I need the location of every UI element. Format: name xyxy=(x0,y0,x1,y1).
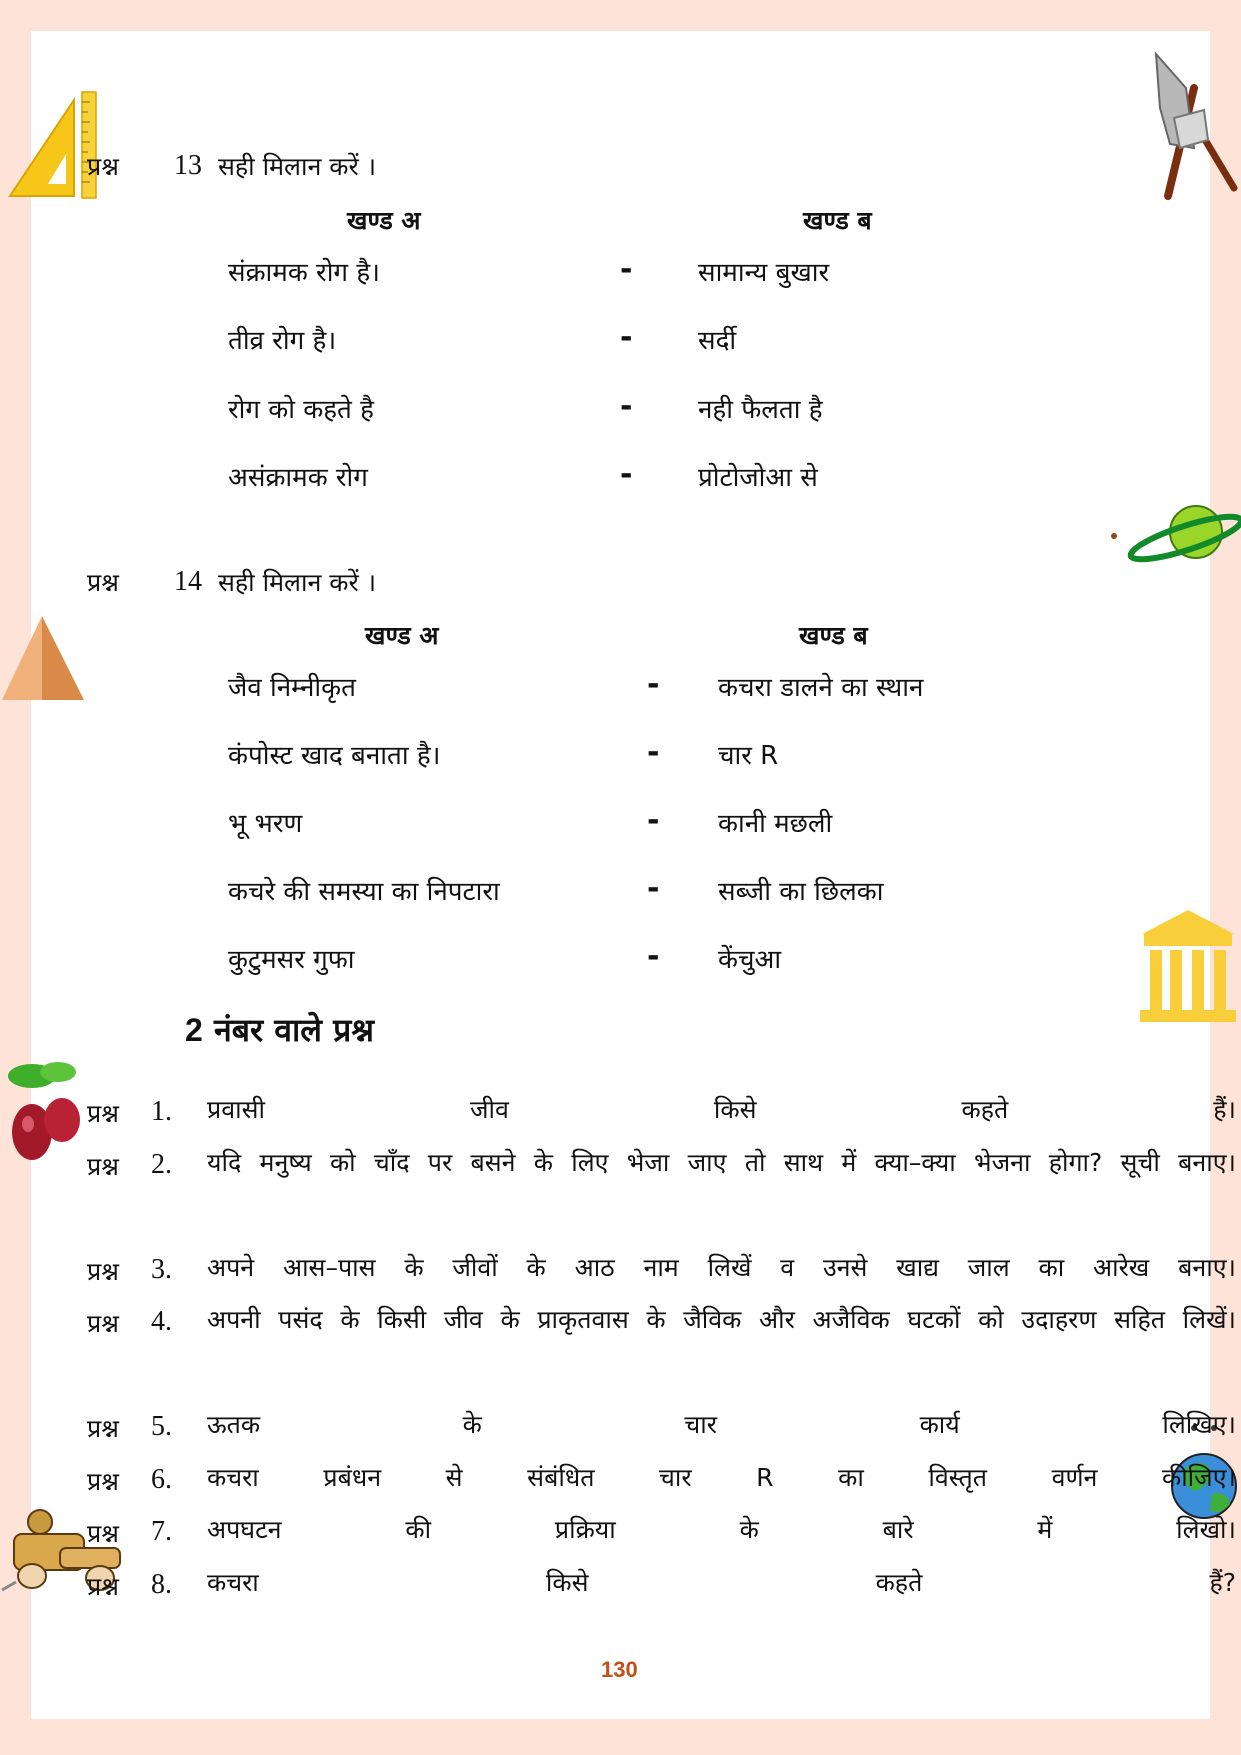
set-square-ruler-icon xyxy=(4,88,100,200)
match-dash: - xyxy=(647,803,660,838)
section-heading xyxy=(185,1008,374,1051)
match-right-item: सामान्य बुखार xyxy=(698,258,830,288)
match-right-item: सर्दी xyxy=(698,326,737,356)
question-label: प्रश्न xyxy=(87,1414,119,1443)
stone-tools-icon xyxy=(1150,48,1240,200)
question-text: अपने आस–पास के जीवों के आठ नाम लिखें व उनसे खाद्य जाल का आरेख बनाए। xyxy=(207,1253,1236,1282)
match-left-item: भू भरण xyxy=(228,809,303,839)
question-number: 1. xyxy=(151,1096,172,1127)
question-number: 8. xyxy=(151,1569,172,1600)
match-right-item: केंचुआ xyxy=(718,945,782,975)
match-dash: - xyxy=(647,735,660,770)
question-number: 7. xyxy=(151,1516,172,1547)
column-a-heading: खण्ड अ xyxy=(365,621,439,650)
question-text: अपघटन की प्रक्रिया के बारे में लिखो। xyxy=(207,1515,1236,1544)
question-text: कचरा किसे कहते हैं? xyxy=(207,1568,1236,1597)
question-text: ऊतक के चार कार्य लिखिए। xyxy=(207,1410,1236,1439)
question-instruction: सही मिलान करें । xyxy=(218,568,377,597)
question-number: 14 xyxy=(174,566,202,597)
section-title: नंबर वाले प्रश्न xyxy=(213,1011,374,1049)
question-number: 2. xyxy=(151,1149,172,1180)
match-dash: - xyxy=(620,457,633,492)
match-dash: - xyxy=(620,389,633,424)
question-text: प्रवासी जीव किसे कहते हैं। xyxy=(207,1095,1236,1124)
question-text: यदि मनुष्य को चाँद पर बसने के लिए भेजा जाए तो साथ में क्या–क्या भेजना होगा? सूची बनाए। xyxy=(207,1148,1236,1177)
match-dash: - xyxy=(620,252,633,287)
match-right-item: चार R xyxy=(718,741,779,771)
question-text: अपनी पसंद के किसी जीव के प्राकृतवास के जैविक और अजैविक घटकों को उदाहरण सहित लिखें। xyxy=(207,1305,1236,1334)
match-left-item: जैव निम्नीकृत xyxy=(228,673,356,703)
match-right-item: कचरा डालने का स्थान xyxy=(718,673,924,703)
page-number: 130 xyxy=(601,1657,638,1682)
match-left-item: संक्रामक रोग है। xyxy=(228,258,380,288)
match-right-item: नही फैलता है xyxy=(698,395,823,425)
question-number: 3. xyxy=(151,1254,172,1285)
question-label: प्रश्न xyxy=(87,1152,119,1181)
match-dash: - xyxy=(647,939,660,974)
match-left-item: रोग को कहते है xyxy=(228,395,374,425)
match-left-item: तीव्र रोग है। xyxy=(228,326,337,356)
question-text: कचरा प्रबंधन से संबंधित चार R का विस्तृत वर्णन कीजिए। xyxy=(207,1463,1236,1492)
question-label: प्रश्न xyxy=(87,1467,119,1496)
match-dash: - xyxy=(647,871,660,906)
kidney-beans-icon xyxy=(4,1054,86,1166)
match-dash: - xyxy=(647,667,660,702)
match-left-item: कंपोस्ट खाद बनाता है। xyxy=(228,741,441,771)
match-left-item: कचरे की समस्या का निपटारा xyxy=(228,877,500,907)
question-instruction: सही मिलान करें । xyxy=(218,152,377,181)
question-label: प्रश्न xyxy=(87,1099,119,1128)
match-right-item: प्रोटोजोआ से xyxy=(698,463,818,493)
match-left-item: असंक्रामक रोग xyxy=(228,463,368,493)
question-label: प्रश्न xyxy=(87,1257,119,1286)
column-a-heading: खण्ड अ xyxy=(347,206,421,235)
column-b-heading: खण्ड ब xyxy=(799,621,868,650)
question-label: प्रश्न xyxy=(87,1572,119,1601)
question-label: प्रश्न xyxy=(87,1519,119,1548)
question-label: प्रश्न xyxy=(87,1309,119,1338)
question-number: 13 xyxy=(174,150,202,181)
match-right-item: कानी मछली xyxy=(718,809,833,839)
match-right-item: सब्जी का छिलका xyxy=(718,877,884,907)
question-number: 4. xyxy=(151,1306,172,1337)
match-left-item: कुटुमसर गुफा xyxy=(228,945,355,975)
pyramid-icon xyxy=(0,614,86,704)
question-number: 5. xyxy=(151,1411,172,1442)
question-number: 6. xyxy=(151,1464,172,1495)
section-number: 2 xyxy=(185,1012,203,1048)
question-label: प्रश्न xyxy=(87,568,119,597)
question-label: प्रश्न xyxy=(87,152,119,181)
match-dash: - xyxy=(620,320,633,355)
column-b-heading: खण्ड ब xyxy=(803,206,872,235)
planet-saturn-icon xyxy=(1110,500,1240,570)
temple-pillars-icon xyxy=(1138,908,1238,1026)
